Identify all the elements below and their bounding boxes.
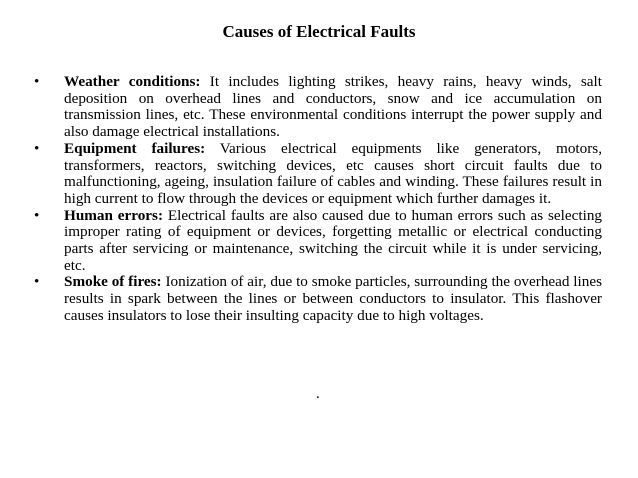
bullet-text: It includes lighting strikes, heavy rains, heavy winds, salt deposition on overhead lines and conductors, snow and ice accumulation on transmission lines, etc. These environmental conditions interrupt the power supply and also damage electrical installations. [64,73,602,141]
bullet-icon: • [34,273,40,291]
bullet-icon: • [34,206,40,224]
trailing-period: . [316,386,320,402]
bullet-term: Human errors: [64,206,164,224]
causes-list [34,74,602,325]
bullet-term: Equipment failures: [64,139,206,157]
bullet-icon: • [34,139,40,157]
list-item-equipment-failures [34,141,602,208]
bullet-term: Smoke of fires: [64,273,162,291]
bullet-text: Various electrical equipments like generators, motors, transformers, reactors, switching devices, etc causes short circuit faults due to malfunctioning, ageing, insulation failure of cables and winding. These failures result in high current to flow through the devices or equipment which further damages it. [64,139,602,207]
slide-title: Causes of Electrical Faults [222,22,416,41]
list-item-human-errors [34,208,602,275]
bullet-text: Electrical faults are also caused due to human errors such as selecting improper rating of equipment or devices, forgetting metallic or electrical conducting parts after servicing or maintenance, switching the circuit while it is under servicing, etc. [64,206,603,274]
list-item-smoke-of-fires [34,274,602,324]
bullet-text: Ionization of air, due to smoke particles, surrounding the overhead lines results in spark between the lines or between conductors to insulator. This flashover causes insulators to lose their insulting capacity due to high voltages. [64,273,602,324]
bullet-term: Weather conditions: [64,73,201,90]
bullet-icon: • [34,73,40,90]
list-item-weather-conditions [34,74,602,141]
